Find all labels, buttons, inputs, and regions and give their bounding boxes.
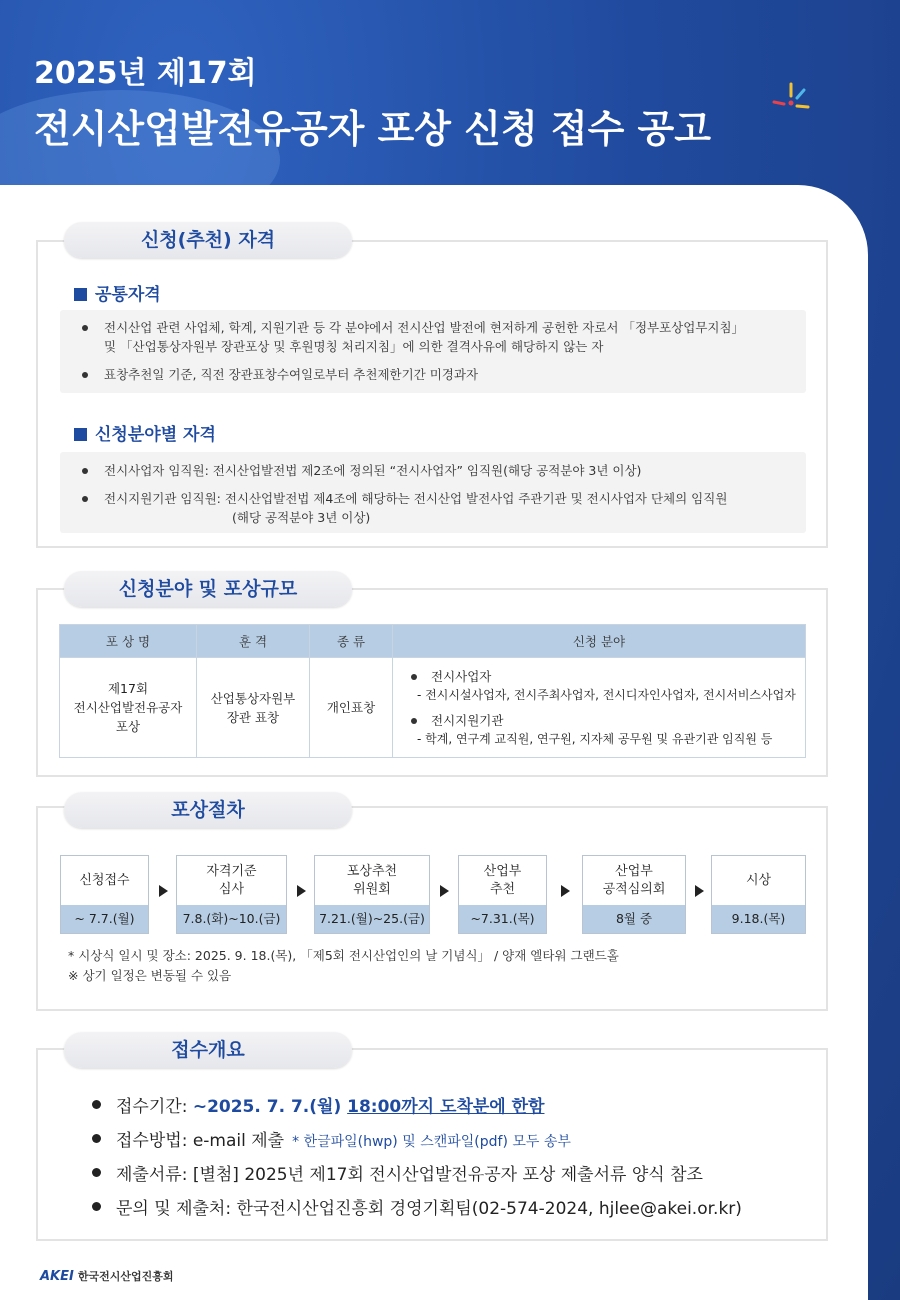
column-header: 포 상 명	[60, 625, 197, 658]
overview-title: 접수개요	[64, 1032, 352, 1068]
step-name: 시상	[745, 872, 772, 888]
header-year-title: 2025년 제17회	[34, 56, 257, 91]
method-item: 접수방법: e-mail 제출 * 한글파일(hwp) 및 스캔파일(pdf) 모두 송부	[92, 1126, 571, 1151]
contact-item: 문의 및 제출처: 한국전시산업진흥회 경영기획팀(02-574-2024, hjlee@akei.or.kr)	[92, 1194, 742, 1219]
award-kind-cell: 개인표창	[310, 658, 393, 758]
sparkle-icon	[768, 80, 814, 126]
step-name: 신청접수	[79, 872, 130, 888]
step-date: ~ 7.7.(월)	[61, 905, 148, 933]
step-date: ~7.31.(목)	[459, 905, 546, 933]
awards-table	[59, 624, 806, 758]
procedure-step	[176, 855, 287, 934]
procedure-step	[458, 855, 547, 934]
arrow-right-icon	[159, 885, 168, 897]
list-item: 전시산업 관련 사업체, 학계, 지원기관 등 각 분야에서 전시산업 발전에 현저하게 공헌한 자로서 「정부포상업무지침」	[82, 318, 744, 337]
award-name-cell: 제17회 전시산업발전유공자 포상	[60, 658, 197, 758]
arrow-right-icon	[440, 885, 449, 897]
column-header: 종 류	[310, 625, 393, 658]
step-name: 산업부 추천	[483, 863, 522, 897]
procedure-title: 포상절차	[64, 792, 352, 828]
header-main-title: 전시산업발전유공자 포상 신청 접수 공고	[34, 107, 711, 151]
list-item: 표창추천일 기준, 직전 장관표창수여일로부터 추천제한기간 미경과자	[82, 365, 478, 384]
list-item: 전시사업자 임직원: 전시산업발전법 제2조에 정의된 “전시사업자” 임직원(해당 공적분야 3년 이상)	[82, 461, 641, 480]
procedure-step	[60, 855, 149, 934]
arrow-right-icon	[561, 885, 570, 897]
arrow-right-icon	[695, 885, 704, 897]
arrow-right-icon	[297, 885, 306, 897]
procedure-step	[711, 855, 806, 934]
period-item: 접수기간: ~2025. 7. 7.(월) 18:00까지 도착분에 한함	[92, 1092, 544, 1117]
step-name: 산업부 공적심의회	[602, 863, 666, 897]
procedure-step	[314, 855, 430, 934]
step-name: 포상추천 위원회	[346, 863, 398, 897]
column-header: 신청 분야	[393, 625, 806, 658]
procedure-step	[582, 855, 686, 934]
column-header: 훈 격	[197, 625, 310, 658]
list-item-continuation: (해당 공적분야 3년 이상)	[232, 510, 371, 525]
docs-item: 제출서류: [별첨] 2025년 제17회 전시산업발전유공자 포상 제출서류 양식 참조	[92, 1160, 703, 1185]
common-qualification-heading: 공통자격	[74, 280, 161, 305]
field-qualification-heading: 신청분야별 자격	[74, 420, 216, 445]
awards-title: 신청분야 및 포상규모	[64, 571, 352, 607]
schedule-change-note: ※ 상기 일정은 변동될 수 있음	[68, 968, 232, 983]
step-date: 7.8.(화)~10.(금)	[177, 905, 286, 933]
award-field-cell: 전시사업자 - 전시시설사업자, 전시주최사업자, 전시디자인사업자, 전시서비스사업자 전시지원기관 - 학계, 연구계 교직원, 연구원, 지자체 공무원 및 유관기관 임직원 등	[393, 658, 806, 758]
list-item: 전시지원기관 임직원: 전시산업발전법 제4조에 해당하는 전시산업 발전사업 주관기관 및 전시사업자 단체의 임직원	[82, 489, 727, 508]
award-grade-cell: 산업통상자원부 장관 표창	[197, 658, 310, 758]
ceremony-note: * 시상식 일시 및 장소: 2025. 9. 18.(목), 「제5회 전시산업인의 날 기념식」 / 양재 엘타워 그랜드홀	[68, 948, 619, 963]
step-date: 8월 중	[583, 905, 685, 933]
step-date: 7.21.(월)~25.(금)	[315, 905, 429, 933]
akei-logo: AKEI 한국전시산업진흥회	[40, 1269, 174, 1284]
qualification-title: 신청(추천) 자격	[64, 222, 352, 258]
list-item-continuation: 및 「산업통상자원부 장관포상 및 후원명칭 처리지침」에 의한 결격사유에 해당하지 않는 자	[104, 339, 604, 354]
step-name: 자격기준 심사	[206, 863, 257, 897]
step-date: 9.18.(목)	[712, 905, 805, 933]
